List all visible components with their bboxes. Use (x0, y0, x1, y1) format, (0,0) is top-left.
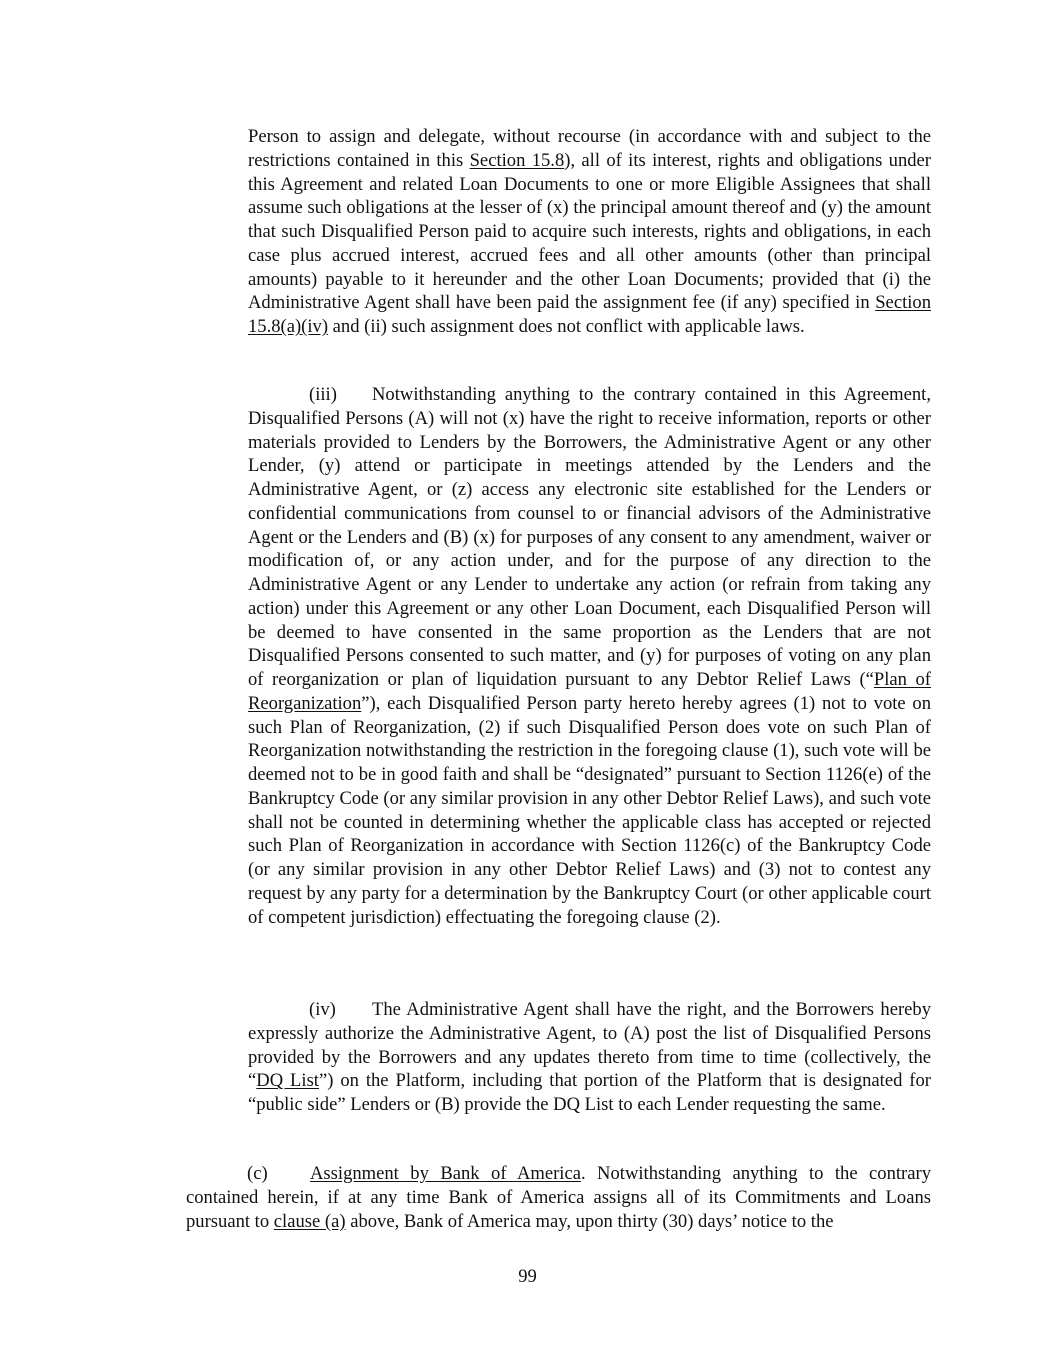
clause-label: (iv) (309, 999, 336, 1020)
page-number: 99 (518, 1266, 537, 1287)
paragraph-continuation (248, 125, 931, 339)
clause-c-paragraph (186, 1162, 931, 1233)
clause-iii-paragraph (248, 383, 931, 929)
defined-term: DQ List (256, 1070, 319, 1092)
paragraph-text: ), all of its interest, rights and obligations under this Agreement and related Loan Documents to one or more Eligible Assignees that shall assume such obligations at the lesser of (x) the principal amount thereof and (y) the amount that such Disqualified Person paid to acquire such interests, rights and obligations, in each case plus accrued interest, accrued fees and all other amounts (other than principal amounts) payable to it hereunder and the other Loan Documents; provided that (i) the Administrative Agent shall have been paid the assignment fee (if any) specified in (248, 149, 931, 314)
clause-reference-link: clause (a) (273, 1210, 346, 1232)
paragraph-text: ”), each Disqualified Person party hereto hereby agrees (1) not to vote on such Plan of Reorganization, (2) if such Disqualified Person does vote on such Plan of Reorganization notwithstanding the restriction in the foregoing clause (1), such vote will be deemed not to be in good faith and shall be “designated” pursuant to Section 1126(e) of the Bankruptcy Code (or any similar provision in any other Debtor Relief Laws), and such vote shall not be counted in determining whether the applicable class has accepted or rejected such Plan of Reorganization in accordance with Section 1126(c) of the Bankruptcy Code (or any similar provision in any other Debtor Relief Laws) and (3) not to contest any request by any party for a determination by the Bankruptcy Court (or other applicable court of competent jurisdiction) effectuating the foregoing clause (2). (248, 692, 931, 928)
section-reference-link: Section 15.8 (469, 149, 565, 171)
paragraph-text: and (ii) such assignment does not conflict with applicable laws. (328, 316, 805, 337)
clause-label: (c) (247, 1163, 268, 1184)
clause-iv-paragraph (248, 998, 931, 1117)
section-reference-link: Section 15.8(a)(iv) (248, 292, 931, 337)
defined-term: Plan of Reorganization (248, 669, 931, 714)
paragraph-text: The Administrative Agent shall have the right, and the Borrowers hereby expressly authorize the Administrative Agent, to (A) post the list of Disqualified Persons provided by the Borrowers and any updates thereto from time to time (collectively, the “ (248, 999, 931, 1092)
paragraph-text: ”) on the Platform, including that portion of the Platform that is designated for “public side” Lenders or (B) provide the DQ List to each Lender requesting the same. (248, 1070, 931, 1115)
paragraph-text: above, Bank of America may, upon thirty (30) days’ notice to the (345, 1210, 834, 1232)
clause-label: (iii) (309, 384, 337, 405)
clause-heading: Assignment by Bank of America (310, 1163, 581, 1184)
paragraph-text: . Notwithstanding anything to the contrary contained herein, if at any time Bank of America assigns all of its Commitments and Loans pursuant to (186, 1163, 931, 1232)
paragraph-text: Notwithstanding anything to the contrary contained in this Agreement, Disqualified Persons (A) will not (x) have the right to receive information, reports or other materials provided to Lenders by the Borrowers, the Administrative Agent or any other Lender, (y) attend or participate in meetings attended by the Lenders and the Administrative Agent, or (z) access any electronic site established for the Lenders or confidential communications from counsel to or financial advisors of the Administrative Agent or the Lenders and (B) (x) for purposes of any consent to any amendment, waiver or modification of, or any action under, and for the purpose of any direction to the Administrative Agent or any Lender to undertake any action (or refrain from taking any action) under this Agreement or any other Loan Document, each Disqualified Person will be deemed to have consented in the same proportion as the Lenders that are not Disqualified Persons consented to such matter, and (y) for purposes of voting on any plan of reorganization or plan of liquidation pursuant to any Debtor Relief Laws (“ (248, 384, 931, 690)
paragraph-text: Person to assign and delegate, without recourse (in accordance with and subject to the restrictions contained in this (248, 126, 931, 171)
